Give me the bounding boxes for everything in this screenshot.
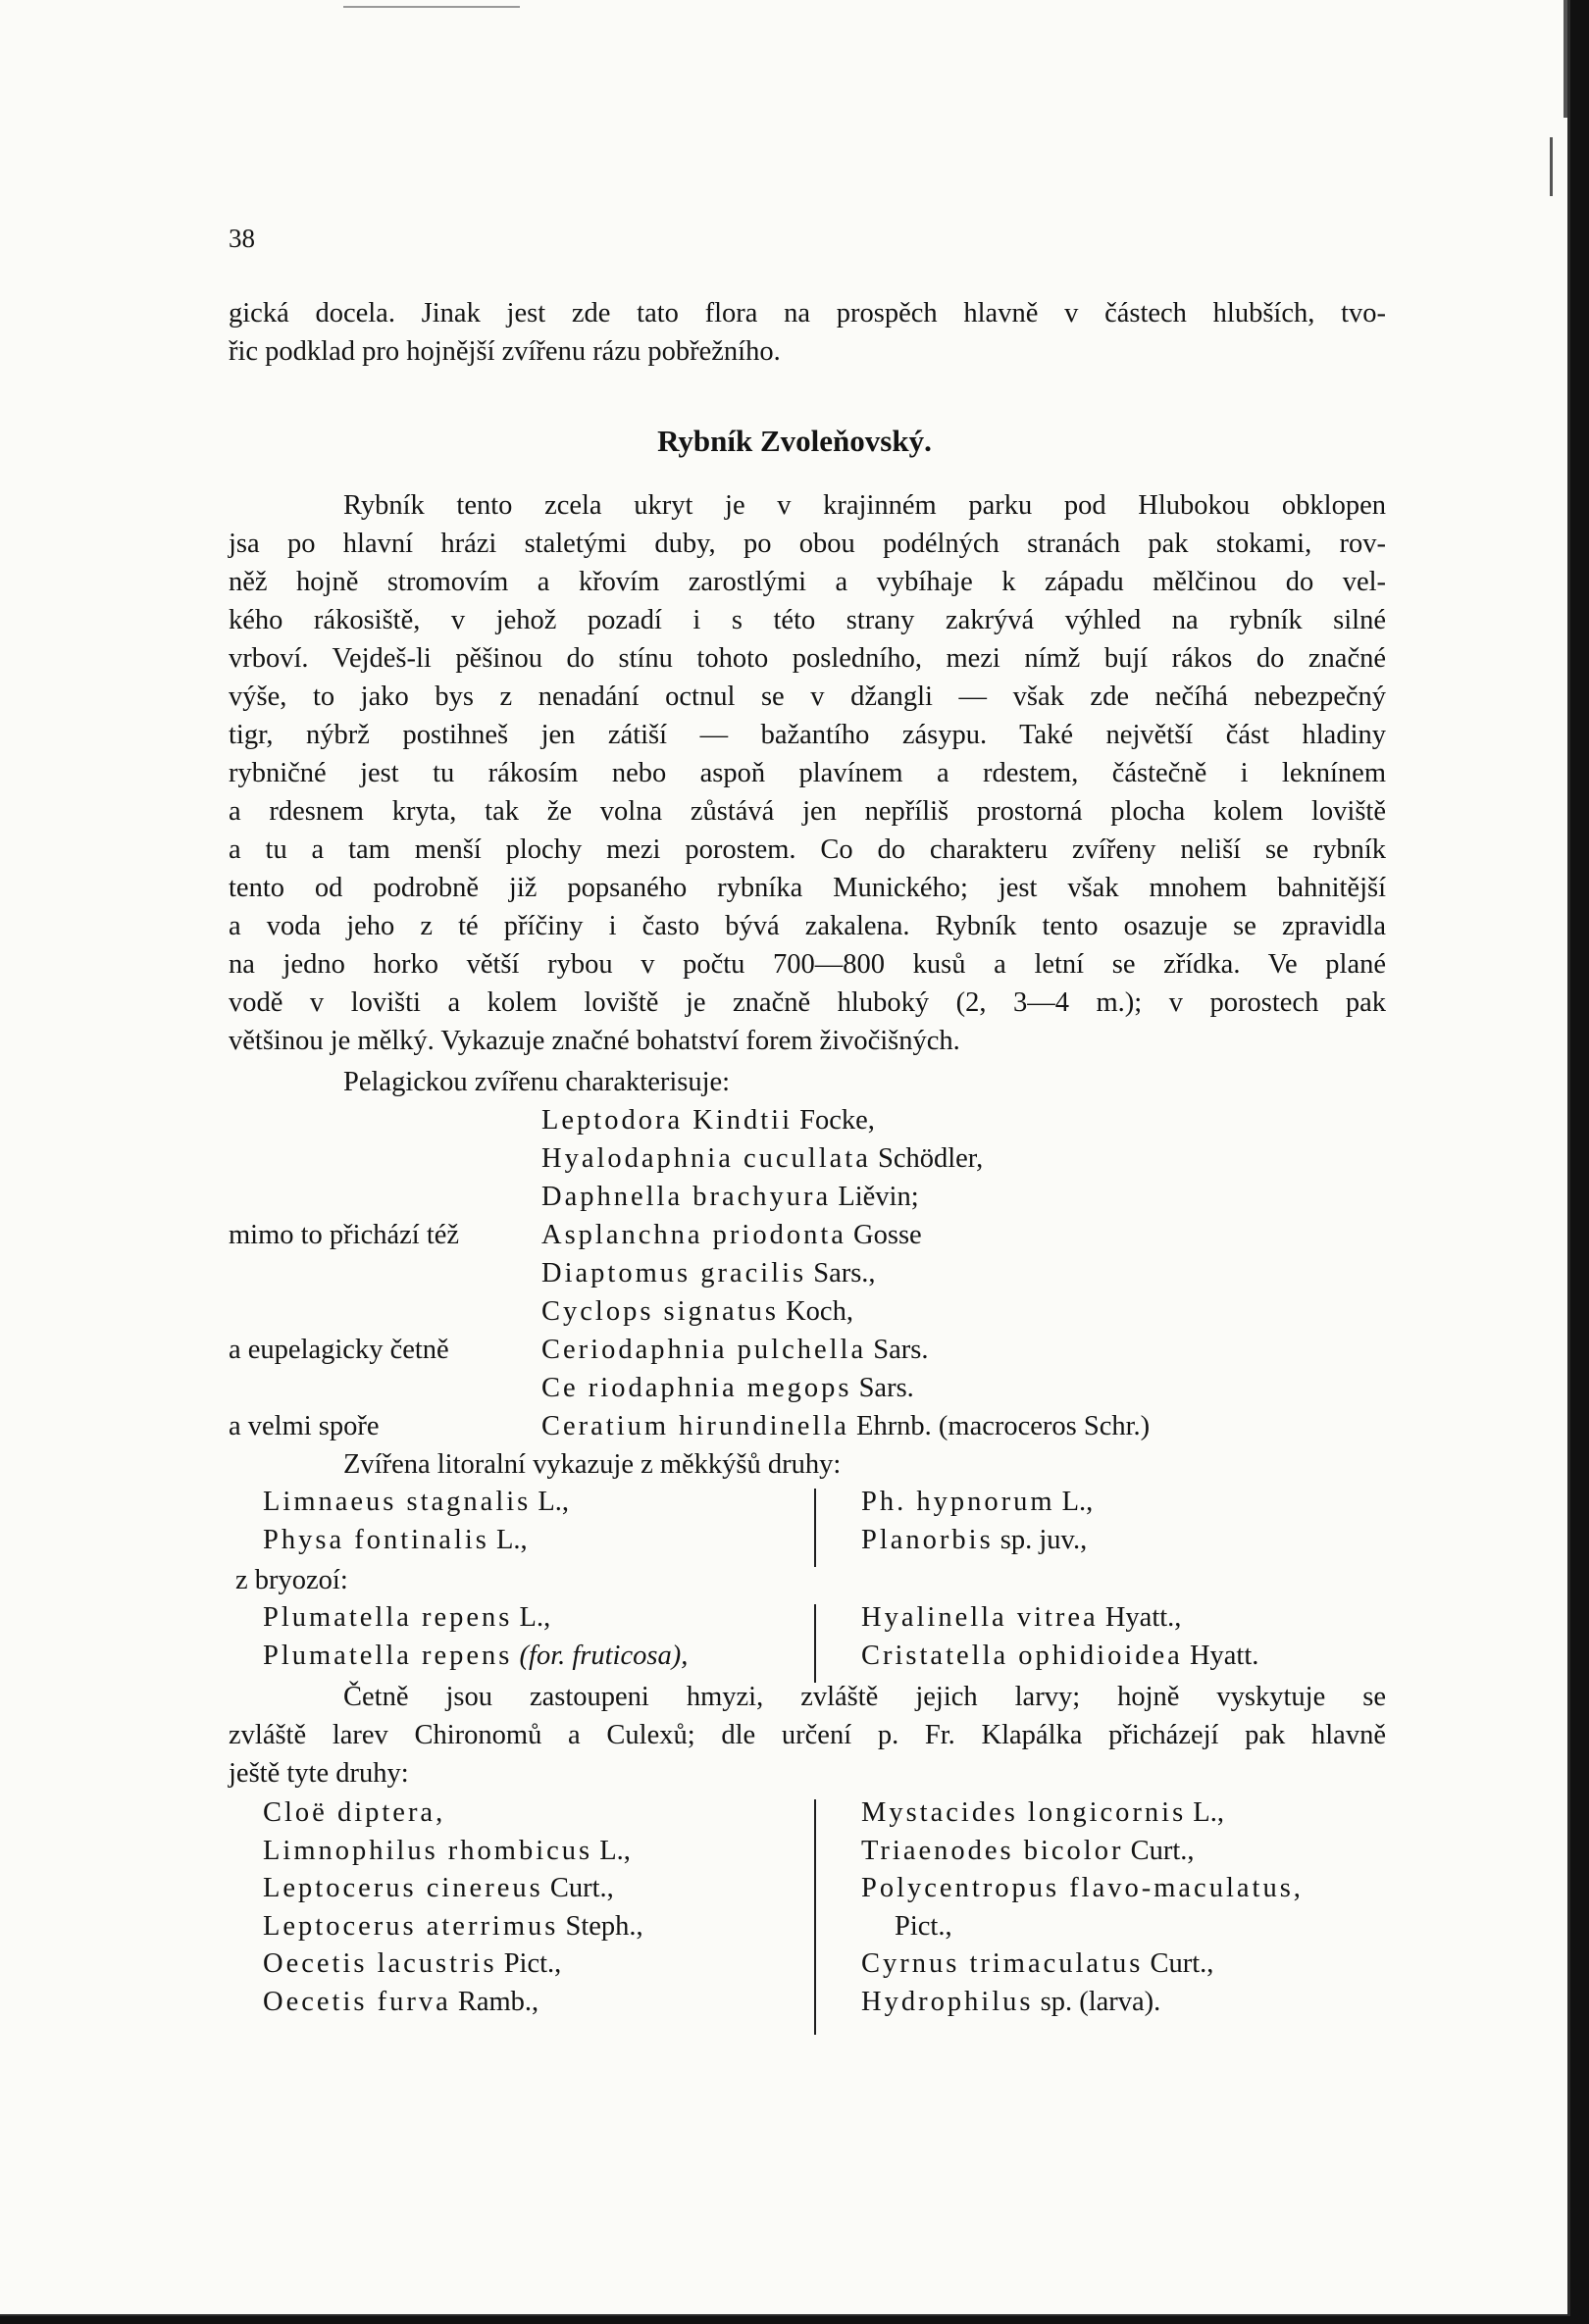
species-author: Sars., [813, 1258, 876, 1288]
paragraph-line: a voda jeho z té příčiny i často bývá zakalena. Rybník tento osazuje se zpravidla [229, 911, 1386, 941]
species-entry [861, 1484, 1093, 1522]
column-divider [814, 1604, 816, 1683]
species-entry [861, 1908, 1304, 1946]
species-name: Cristatella ophidioidea [861, 1640, 1183, 1671]
species-entry [861, 1833, 1304, 1871]
species-entry [541, 1292, 853, 1331]
species-author: sp. juv., [1000, 1524, 1088, 1555]
species-entry [263, 1984, 643, 2022]
species-name: Physa fontinalis [263, 1524, 489, 1555]
mollusc-right-list [861, 1484, 1093, 1559]
bryozoa-left-list [263, 1599, 688, 1675]
mollusc-left-list [263, 1484, 569, 1559]
paragraph-line: jsa po hlavní hrázi staletými duby, po obou podélných stranách pak stokami, rov- [229, 529, 1386, 559]
species-name: Oecetis furva [263, 1986, 451, 2017]
species-author: Curt., [1130, 1835, 1195, 1866]
species-name: Leptocerus cinereus [263, 1873, 543, 1903]
intro-line-1: gická docela. Jinak jest zde tato flora na prospěch hlavně v částech hlubších, tvo- [229, 298, 1386, 328]
species-author: L., [538, 1487, 570, 1517]
species-entry [263, 1833, 643, 1871]
species-author: Liěvin; [838, 1182, 919, 1212]
species-author: Hyatt., [1104, 1602, 1182, 1633]
paragraph-line: Rybník tento zcela ukryt je v krajinném parku pod Hlubokou obklopen [343, 490, 1386, 521]
pelagic-prefix: a velmi spoře [229, 1411, 380, 1441]
species-name: Limnophilus rhombicus [263, 1835, 593, 1866]
species-author: Ehrnb. (macroceros Schr.) [856, 1411, 1151, 1441]
species-author: L., [496, 1524, 528, 1555]
species-author: Sars. [858, 1373, 914, 1403]
species-entry [541, 1178, 919, 1216]
species-name: Cyrnus trimaculatus [861, 1948, 1144, 1979]
species-name: Leptodora Kindtii [541, 1105, 793, 1136]
species-name: Limnaeus stagnalis [263, 1487, 532, 1517]
species-author: L., [519, 1602, 551, 1633]
insect-paragraph-line: ještě tyte druhy: [229, 1758, 409, 1789]
species-name: Plumatella repens [263, 1640, 513, 1671]
species-name: Ceratium hirundinella [541, 1411, 849, 1441]
species-name: Hyalodaphnia cucullata [541, 1143, 871, 1174]
pelagic-prefix: mimo to přichází též [229, 1220, 460, 1250]
species-author: Focke, [799, 1105, 875, 1136]
species-name: Mystacides longicornis [861, 1797, 1187, 1828]
pelagic-intro: Pelagickou zvířenu charakterisuje: [343, 1067, 731, 1097]
species-entry [263, 1638, 688, 1676]
species-name: Hydrophilus [861, 1986, 1034, 2017]
paragraph-line: něž hojně stromovím a křovím zarostlými a vybíhaje k západu mělčinou do vel- [229, 567, 1386, 597]
species-name: Ce riodaphnia megops [541, 1373, 852, 1403]
species-author: L., [1061, 1487, 1094, 1517]
column-divider [814, 1799, 816, 2035]
species-author: Schödler, [877, 1143, 984, 1174]
species-entry [263, 1945, 643, 1984]
insect-right-list [861, 1794, 1304, 2021]
species-name: Diaptomus gracilis [541, 1258, 807, 1288]
scan-edge-mark [1563, 0, 1567, 118]
species-entry [861, 1638, 1258, 1676]
species-entry [541, 1331, 928, 1369]
species-name: Cloë diptera, [263, 1797, 446, 1828]
species-author: sp. (larva). [1040, 1986, 1161, 2017]
species-author: Steph., [565, 1910, 643, 1942]
species-author: L., [1193, 1797, 1224, 1828]
species-author: Pict., [503, 1948, 562, 1979]
paragraph-line: rybničné jest tu rákosím nebo aspoň plavínem a rdestem, částečně i leknínem [229, 758, 1386, 788]
litoral-intro: Zvířena litoralní vykazuje z měkkýšů druhy: [343, 1449, 842, 1480]
species-name: Plumatella repens [263, 1602, 513, 1633]
bryozoa-right-list [861, 1599, 1258, 1675]
species-entry [541, 1216, 922, 1254]
species-entry [861, 1522, 1093, 1560]
species-author: Hyatt. [1189, 1640, 1259, 1671]
species-entry [541, 1254, 876, 1292]
paragraph-line: většinou je mělký. Vykazuje značné bohatství forem živočišných. [229, 1026, 960, 1056]
species-entry [263, 1522, 569, 1560]
paragraph-line: tento od podrobně již popsaného rybníka Munického; jest však mnohem bahnitější [229, 873, 1386, 903]
paragraph-line: kého rákosiště, v jehož pozadí i s této strany zakrývá výhled na rybník silné [229, 605, 1386, 635]
species-author: L., [599, 1835, 631, 1866]
species-form: (for. fruticosa), [519, 1640, 689, 1671]
paragraph-line: tigr, nýbrž postihneš jen zátiší — bažantího zásypu. Také největší část hladiny [229, 720, 1386, 750]
species-entry [861, 1870, 1304, 1908]
paragraph-line: vrboví. Vejdeš-li pěšinou do stínu tohoto posledního, mezi nímž bují rákos do značné [229, 643, 1386, 674]
bryozoa-label: z bryozoí: [235, 1565, 348, 1595]
insect-paragraph-line: zvláště larev Chironomů a Culexů; dle určení p. Fr. Klapálka přicházejí pak hlavně [229, 1720, 1386, 1750]
column-divider [814, 1489, 816, 1567]
species-entry [541, 1369, 914, 1407]
species-name: Polycentropus flavo-maculatus, [861, 1873, 1304, 1903]
species-entry [541, 1101, 875, 1139]
species-name: Hyalinella vitrea [861, 1602, 1099, 1633]
species-entry [861, 1945, 1304, 1984]
species-author: Ramb., [457, 1986, 539, 2017]
species-entry [861, 1984, 1304, 2022]
section-heading: Rybník Zvoleňovský. [657, 424, 932, 458]
paragraph-line: a tu a tam menší plochy mezi porostem. Co do charakteru zvířeny neliší se rybník [229, 834, 1386, 865]
species-entry [263, 1794, 643, 1833]
species-name: Oecetis lacustris [263, 1948, 497, 1979]
species-author: Curt., [1150, 1948, 1214, 1979]
intro-line-2: řic podklad pro hojnější zvířenu rázu pobřežního. [229, 336, 781, 367]
species-entry [861, 1794, 1304, 1833]
species-name: Leptocerus aterrimus [263, 1910, 559, 1942]
scan-edge-mark [343, 6, 520, 8]
species-entry [861, 1599, 1258, 1638]
species-entry [263, 1870, 643, 1908]
species-name: Ph. hypnorum [861, 1487, 1055, 1517]
species-name: Planorbis [861, 1524, 994, 1555]
species-author: Pict., [895, 1910, 952, 1942]
species-name: Cyclops signatus [541, 1296, 779, 1327]
species-author: Gosse [853, 1220, 922, 1250]
species-author: Curt., [549, 1873, 614, 1903]
paragraph-line: a rdesnem kryta, tak že volna zůstává jen nepříliš prostorná plocha kolem loviště [229, 796, 1386, 827]
species-name: Triaenodes bicolor [861, 1835, 1124, 1866]
species-entry [263, 1599, 688, 1638]
paragraph-line: na jedno horko větší rybou v počtu 700—800 kusů a letní se zřídka. Ve plané [229, 949, 1386, 980]
paragraph-line: vodě v lovišti a kolem loviště je značně hluboký (2, 3—4 m.); v porostech pak [229, 987, 1386, 1018]
species-entry [263, 1908, 643, 1946]
page-number: 38 [229, 224, 255, 253]
paragraph-line: výše, to jako bys z nenadání octnul se v džangli — však zde nečíhá nebezpečný [229, 682, 1386, 712]
species-entry [541, 1139, 983, 1178]
insect-paragraph-line: Četně jsou zastoupeni hmyzi, zvláště jejich larvy; hojně vyskytuje se [343, 1682, 1386, 1712]
species-entry [263, 1484, 569, 1522]
species-name: Asplanchna priodonta [541, 1220, 846, 1250]
species-author: Koch, [786, 1296, 853, 1327]
species-name: Daphnella brachyura [541, 1182, 832, 1212]
insect-left-list [263, 1794, 643, 2021]
species-name: Ceriodaphnia pulchella [541, 1335, 867, 1365]
pelagic-prefix: a eupelagicky četně [229, 1335, 449, 1365]
scan-edge-mark [1550, 137, 1553, 196]
species-author: Sars. [873, 1335, 929, 1365]
species-entry [541, 1407, 1150, 1445]
